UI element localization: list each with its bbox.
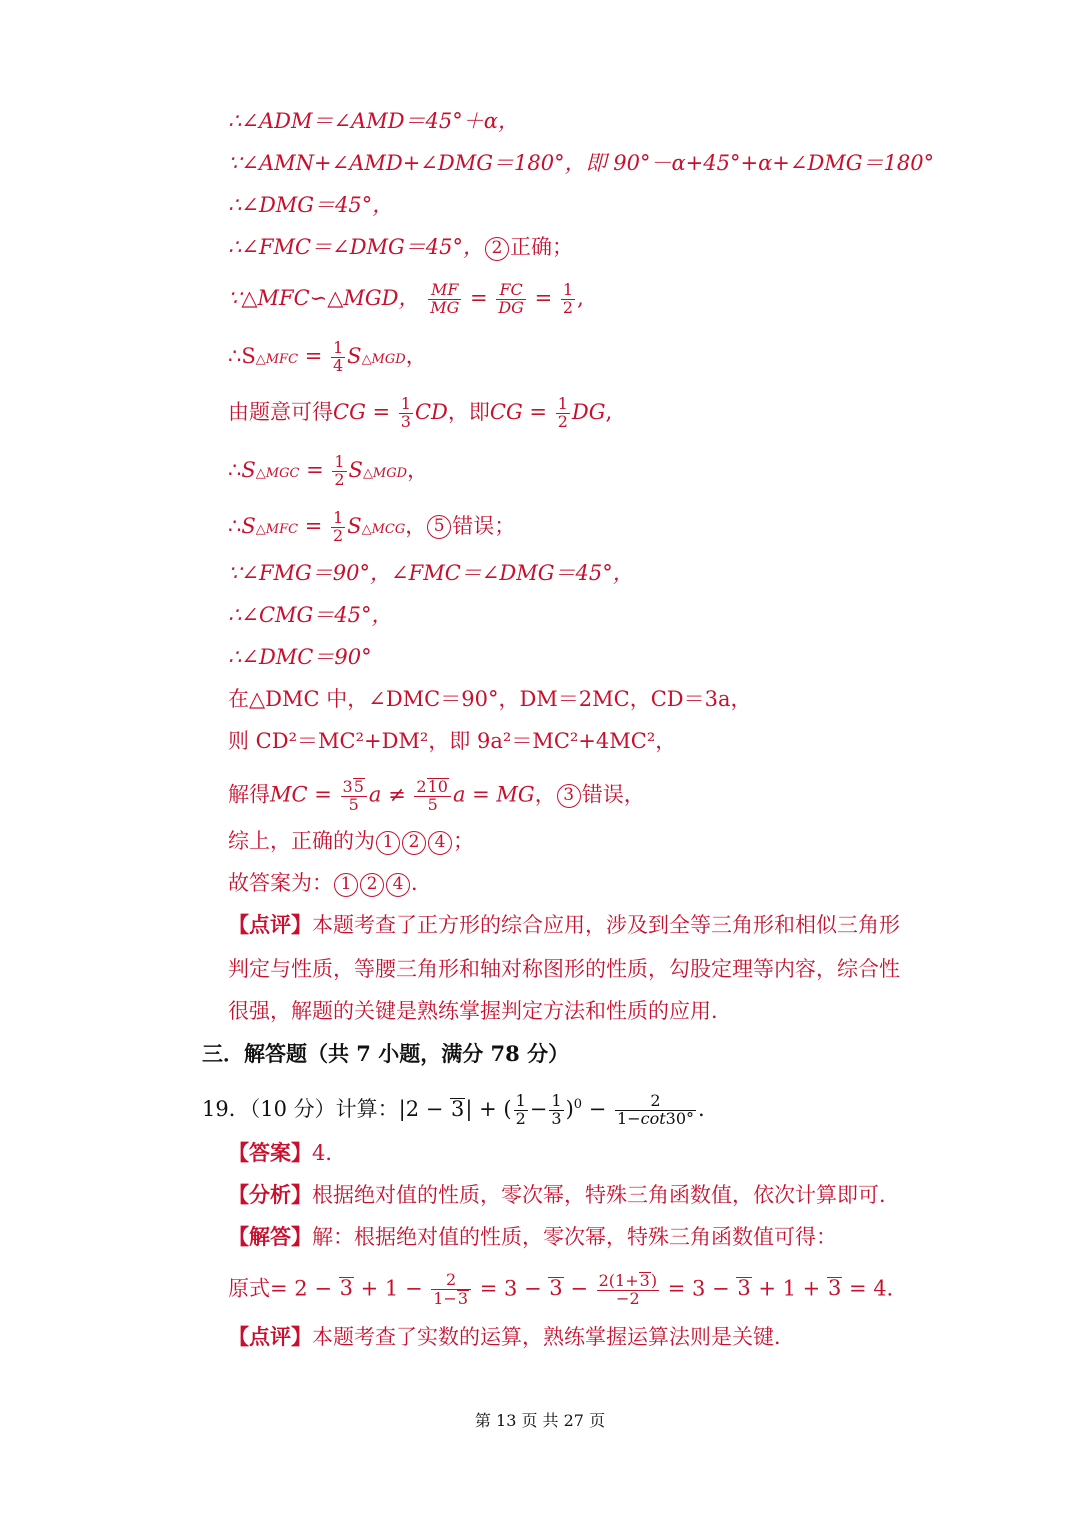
review-line	[228, 910, 900, 940]
fraction: $\frac{1}{2}$	[334, 452, 345, 489]
section-heading: 三．解答题（共 7 小题，满分 78 分）	[202, 1041, 570, 1066]
fraction: $\frac{1}{2}$	[562, 280, 574, 317]
fraction: $\frac{1}{2}$	[557, 394, 568, 431]
review-line: 判定与性质，等腰三角形和轴对称图形的性质，勾股定理等内容，综合性	[228, 957, 900, 981]
analysis-text: 根据绝对值的性质，零次幂，特殊三角函数值，依次计算即可．	[312, 1183, 900, 1207]
step-text: 解得	[228, 782, 270, 807]
answer-tag: 【答案】	[228, 1140, 312, 1165]
fraction: $\frac{1}{3}$	[551, 1091, 562, 1128]
step-text: ∴S	[228, 343, 256, 368]
circled-number: 1	[334, 873, 358, 897]
fraction: $\frac{1}{2}$	[515, 1091, 526, 1128]
question-text: 19．（10 分）计算：	[202, 1097, 399, 1121]
step-text: 即	[468, 399, 490, 424]
step-text: 正确；	[510, 235, 574, 259]
step-text: 综上，正确的为	[228, 829, 375, 853]
step-line: 则 CD²＝MC²+DM²，即 9a²＝MC²+4MC²，	[228, 729, 677, 753]
fraction: $\frac{1}{2}$	[333, 508, 344, 545]
step-line: ∴∠CMG＝45°，	[228, 603, 393, 627]
formula-label: 原式=	[228, 1276, 288, 1301]
fraction: $\frac{2(1+3)}{-2}$	[598, 1271, 658, 1308]
fraction: $\frac{2}{1-3}$	[431, 1272, 471, 1308]
step-line: 在△DMC 中，∠DMC＝90°，DM＝2MC，CD＝3a，	[228, 687, 752, 711]
solution-formula: 原式= 2 − 3 + 1 − $\frac{2}{1-3}$ = 3 − 3 − $\frac{2(1+3)}{-2}$ = 3 − 3 + 1 + 3 = 4．	[228, 1270, 908, 1308]
solution-tag: 【解答】	[228, 1224, 312, 1249]
step-line: 故答案为： 1 2 4 ．	[228, 871, 432, 895]
step-line: ∵△MFC∽△MGD， $\frac{MF}{MG}$ = $\frac{FC}{DG}$ = $\frac{1}{2}$ ,	[228, 280, 584, 317]
fraction: $\frac{MF}{MG}$	[430, 280, 460, 317]
fraction: $\frac{35}{5}$	[341, 778, 367, 814]
solution-line	[228, 1222, 837, 1252]
circled-number: 4	[428, 831, 452, 855]
step-line: ∵∠AMN+∠AMD+∠DMG＝180°，即 90°－α+45°+α+∠DMG＝180°	[228, 151, 935, 175]
answer-line	[228, 1138, 346, 1168]
circled-number: 1	[376, 831, 400, 855]
circled-number: 3	[557, 784, 581, 808]
circled-number: 4	[386, 873, 410, 897]
circled-number: 5	[427, 515, 451, 539]
analysis-line	[228, 1180, 900, 1210]
step-text: 错误；	[452, 513, 516, 538]
circled-number: 2	[485, 237, 509, 261]
review-tag: 【点评】	[228, 1324, 312, 1349]
step-line: ∴∠ADM＝∠AMD＝45°＋α，	[228, 109, 519, 133]
review-text: 本题考查了实数的运算，熟练掌握运算法则是关键．	[312, 1325, 795, 1349]
fraction: $\frac{1}{3}$	[400, 394, 411, 431]
review-tag: 【点评】	[228, 912, 312, 937]
step-line: 解得MC = $\frac{35}{5}$ a ≠ $\frac{210}{5}$ a = MG， 3 错误，	[228, 777, 645, 814]
review-line: 很强，解题的关键是熟练掌握判定方法和性质的应用．	[228, 999, 732, 1023]
step-text: 由题意可得	[228, 399, 333, 424]
fraction: $\frac{1}{4}$	[332, 338, 344, 375]
step-line: ∴S△MFC = $\frac{1}{2}$ S△MCG， 5 错误；	[228, 508, 516, 545]
page-footer: 第 13 页 共 27 页	[474, 1411, 606, 1430]
fraction: $\frac{2}{1-\cot 30^\circ}$	[617, 1091, 695, 1128]
analysis-tag: 【分析】	[228, 1182, 312, 1207]
question-19: 19．（10 分）计算：|2 − 3| + ( $\frac{1}{2}$ − $\frac{1}{3}$ )$^0$ − $\frac{2}{1-\cot 30^\circ}$ .	[202, 1091, 705, 1128]
step-line: ∴S△MGC = $\frac{1}{2}$ S△MGD，	[228, 452, 429, 489]
step-line: ∴S△MFC = $\frac{1}{4}$ S△MGD，	[228, 338, 427, 375]
solution-text: 解：根据绝对值的性质，零次幂，特殊三角函数值可得：	[312, 1225, 837, 1249]
step-text: ∴∠FMC＝∠DMG＝45°，	[228, 235, 485, 259]
step-text: 故答案为：	[228, 871, 333, 895]
fraction: $\frac{FC}{DG}$	[498, 280, 524, 317]
answer-text: 4．	[312, 1141, 347, 1165]
review-line	[228, 1322, 795, 1352]
step-text: ∵△MFC∽△MGD，	[228, 285, 420, 310]
step-text: 错误，	[581, 782, 645, 807]
step-line	[228, 232, 573, 262]
step-line: ∴∠DMC＝90°	[228, 645, 372, 669]
step-line: ∵∠FMG＝90°，∠FMC＝∠DMG＝45°，	[228, 561, 634, 585]
circled-number: 2	[360, 873, 384, 897]
step-line: 综上，正确的为 1 2 4 ；	[228, 829, 474, 853]
step-line: ∴∠DMG＝45°，	[228, 193, 394, 217]
fraction: $\frac{210}{5}$	[414, 778, 451, 814]
circled-number: 2	[402, 831, 426, 855]
review-text: 本题考查了正方形的综合应用，涉及到全等三角形和相似三角形	[312, 913, 900, 937]
step-line: 由题意可得CG = $\frac{1}{3}$ CD，即CG = $\frac{1}{2}$ DG,	[228, 394, 613, 431]
